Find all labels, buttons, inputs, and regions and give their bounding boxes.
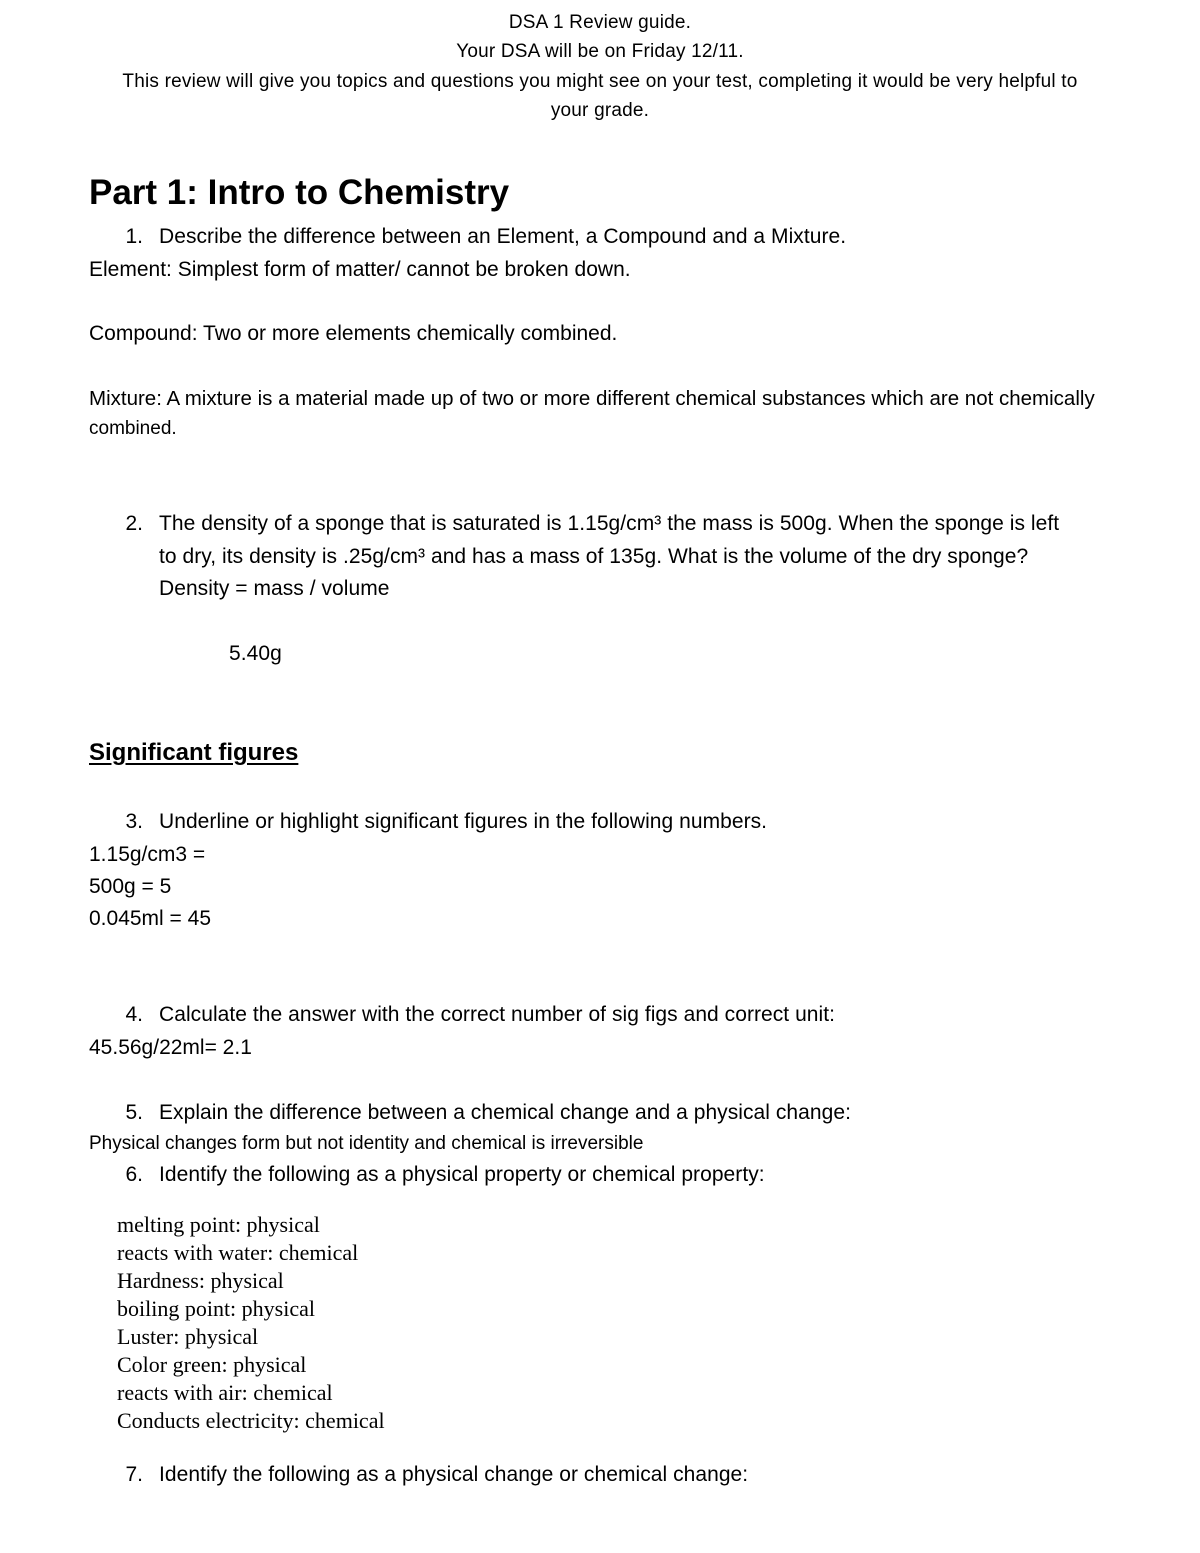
list-item: Color green: physical [117, 1352, 307, 1377]
answer-compound [89, 322, 617, 346]
question-number: 4. [125, 1003, 143, 1026]
header-description-line1: This review will give you topics and questions you might see on your test, completing it would be very helpful to [122, 71, 1078, 92]
question-text: Explain the difference between a chemical change and a physical change: [159, 1101, 851, 1124]
question-text: Calculate the answer with the correct number of sig figs and correct unit: [159, 1003, 836, 1026]
question-number: 3. [125, 810, 143, 833]
question-text: Describe the difference between an Element, a Compound and a Mixture. [159, 225, 847, 248]
question-text-line2: to dry, its density is .25g/cm³ and has a mass of 135g. What is the volume of the dry sponge? [159, 545, 1029, 568]
density-formula: Density = mass / volume [159, 577, 390, 600]
question-number: 6. [125, 1163, 143, 1186]
question-text-line1: The density of a sponge that is saturated is 1.15g/cm³ the mass is 500g. When the sponge is left [159, 512, 1060, 535]
list-item: Conducts electricity: chemical [117, 1408, 385, 1433]
question-number: 2. [125, 512, 143, 535]
list-item: Luster: physical [117, 1324, 259, 1349]
answer-element [89, 258, 631, 282]
list-item: 0.045ml = 45 [89, 907, 212, 930]
list-item: 500g = 5 [89, 875, 172, 898]
header-date: Your DSA will be on Friday 12/11. [456, 41, 744, 62]
question-number: 1. [125, 225, 143, 248]
answer-text: 45.56g/22ml= 2.1 [89, 1036, 252, 1059]
list-item: reacts with air: chemical [117, 1380, 333, 1405]
answer-text: Physical changes form but not identity and chemical is irreversible [89, 1133, 644, 1154]
answer-text: Compound: Two or more elements chemically combined. [89, 322, 618, 345]
list-item: reacts with water: chemical [117, 1240, 359, 1265]
question-number: 5. [125, 1101, 143, 1124]
question-text: Underline or highlight significant figures in the following numbers. [159, 810, 768, 833]
answer-mixture-line2: combined. [89, 418, 177, 439]
list-item: boiling point: physical [117, 1296, 315, 1321]
list-item: melting point: physical [117, 1212, 320, 1237]
list-item: Hardness: physical [117, 1268, 284, 1293]
answer-text: Mixture: A mixture is a material made up of two or more different chemical substances which are not chemically [89, 387, 1095, 410]
answer-text: Element: Simplest form of matter/ cannot be broken down. [89, 258, 631, 281]
question-number: 7. [125, 1463, 143, 1486]
answer-mixture-line1 [89, 387, 1095, 411]
part1-heading: Part 1: Intro to Chemistry [89, 173, 510, 212]
header-description-line2: your grade. [550, 100, 650, 121]
section-heading-significant-figures: Significant figures [89, 739, 299, 766]
header-title: DSA 1 Review guide. [508, 12, 692, 33]
list-item: 1.15g/cm3 = [89, 843, 206, 866]
question-text: Identify the following as a physical change or chemical change: [159, 1463, 749, 1486]
answer-text: 5.40g [229, 642, 282, 665]
question-text: Identify the following as a physical property or chemical property: [159, 1163, 765, 1186]
